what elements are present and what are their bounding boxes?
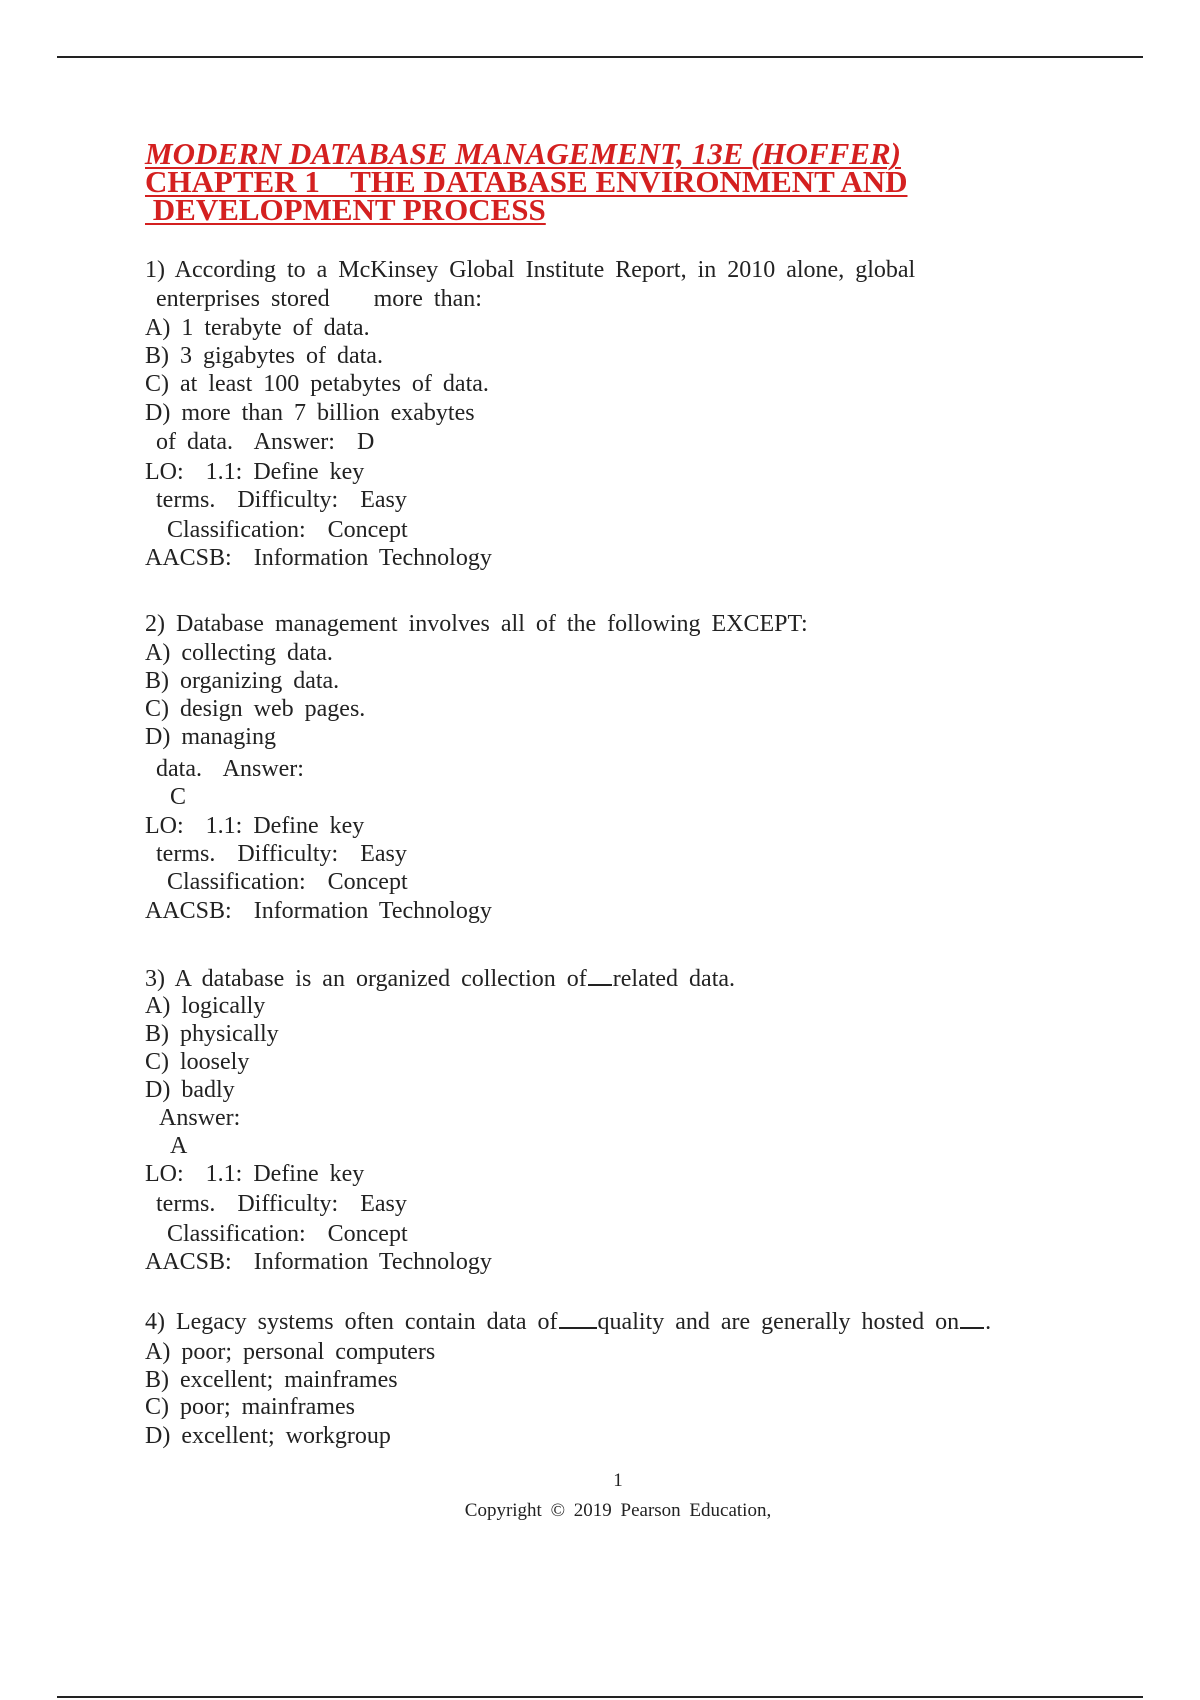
q2-difficulty: terms. Difficulty: Easy xyxy=(145,841,407,867)
q3-option-a: A) logically xyxy=(145,993,266,1019)
q4-stem-middle: quality and are generally hosted on xyxy=(597,1309,960,1335)
q4-option-c: C) poor; mainframes xyxy=(145,1394,355,1420)
q2-option-b: B) organizing data. xyxy=(145,668,340,694)
document-title xyxy=(145,136,1045,227)
title-line-2: CHAPTER 1 THE DATABASE ENVIRONMENT AND xyxy=(145,164,908,199)
q4-stem-before: 4) Legacy systems often contain data of xyxy=(145,1309,558,1335)
q1-option-c: C) at least 100 petabytes of data. xyxy=(145,371,489,397)
q4-stem-after: . xyxy=(985,1309,992,1335)
q4-option-a: A) poor; personal computers xyxy=(145,1339,436,1365)
q3-stem xyxy=(145,965,735,993)
q3-stem-before: 3) A database is an organized collection of xyxy=(145,966,587,992)
q1-option-a: A) 1 terabyte of data. xyxy=(145,315,370,341)
page-number: 1 xyxy=(613,1470,623,1491)
q2-option-d: D) managing xyxy=(145,724,276,750)
q2-answer-value: C xyxy=(170,784,187,810)
q2-option-c: C) design web pages. xyxy=(145,696,366,722)
title-line-3: DEVELOPMENT PROCESS xyxy=(145,192,546,227)
q1-lo: LO: 1.1: Define key xyxy=(145,459,365,485)
q1-option-b: B) 3 gigabytes of data. xyxy=(145,343,383,369)
copyright-line: Copyright © 2019 Pearson Education, xyxy=(464,1500,772,1521)
q3-difficulty: terms. Difficulty: Easy xyxy=(145,1191,407,1217)
q1-classification: Classification: Concept xyxy=(145,517,408,543)
q2-aacsb: AACSB: Information Technology xyxy=(145,898,492,924)
q2-answer: data. Answer: xyxy=(145,756,304,782)
q4-stem xyxy=(145,1308,991,1336)
q3-answer-value: A xyxy=(170,1133,188,1159)
q3-stem-after: related data. xyxy=(612,966,736,992)
q2-stem-line-1: 2) Database management involves all of the following EXCEPT: xyxy=(145,611,808,637)
q3-lo: LO: 1.1: Define key xyxy=(145,1161,365,1187)
top-rule xyxy=(57,56,1143,58)
q1-answer: of data. Answer: D xyxy=(145,429,375,455)
q3-classification: Classification: Concept xyxy=(145,1221,408,1247)
bottom-rule xyxy=(57,1696,1143,1698)
q3-blank xyxy=(588,966,612,986)
q3-option-b: B) physically xyxy=(145,1021,279,1047)
q1-stem-line-2: enterprises stored more than: xyxy=(145,286,482,312)
q4-option-d: D) excellent; workgroup xyxy=(145,1423,391,1449)
q2-classification: Classification: Concept xyxy=(145,869,408,895)
q1-option-d: D) more than 7 billion exabytes xyxy=(145,400,475,426)
q4-blank-2 xyxy=(960,1309,984,1329)
q2-lo: LO: 1.1: Define key xyxy=(145,813,365,839)
q4-blank-1 xyxy=(559,1309,597,1329)
q1-stem-line-1: 1) According to a McKinsey Global Institute Report, in 2010 alone, global xyxy=(145,257,916,283)
title-line-1: MODERN DATABASE MANAGEMENT, 13E (HOFFER) xyxy=(145,136,901,171)
q3-option-d: D) badly xyxy=(145,1077,235,1103)
q3-aacsb: AACSB: Information Technology xyxy=(145,1249,492,1275)
q4-option-b: B) excellent; mainframes xyxy=(145,1367,398,1393)
q1-difficulty: terms. Difficulty: Easy xyxy=(145,487,407,513)
q2-option-a: A) collecting data. xyxy=(145,640,333,666)
q3-option-c: C) loosely xyxy=(145,1049,250,1075)
q1-aacsb: AACSB: Information Technology xyxy=(145,545,492,571)
q3-answer: Answer: xyxy=(159,1105,241,1131)
